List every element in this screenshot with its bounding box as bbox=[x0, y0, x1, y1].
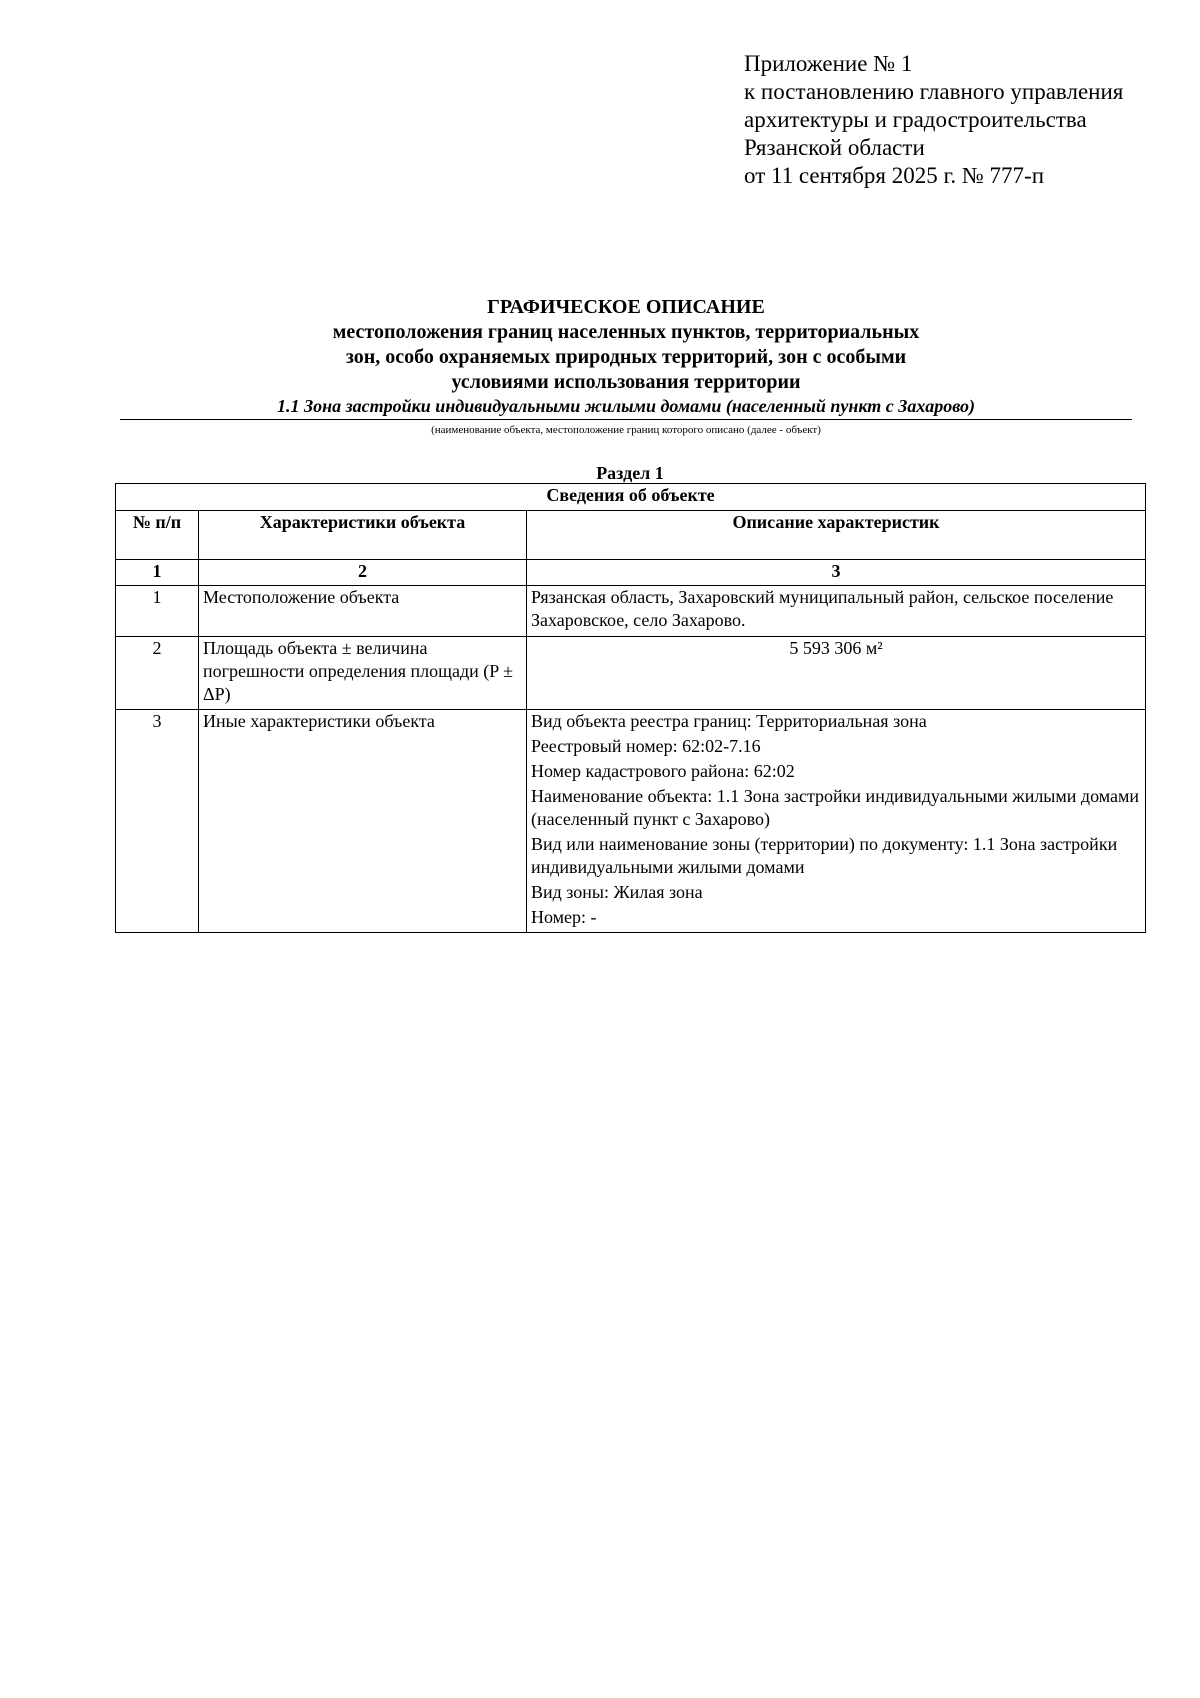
object-name: 1.1 Зона застройки индивидуальными жилыми домами (населенный пункт с Захарово) bbox=[120, 395, 1132, 420]
description-line: Номер кадастрового района: 62:02 bbox=[531, 761, 795, 781]
row-characteristic: Местоположение объекта bbox=[199, 586, 527, 637]
table-caption: Сведения об объекте bbox=[116, 484, 1146, 511]
document-subtitle-line: условиями использования территории bbox=[451, 371, 801, 393]
appendix-line: от 11 сентября 2025 г. № 777-п bbox=[744, 163, 1045, 188]
table-header-row bbox=[116, 511, 1146, 560]
document-title: ГРАФИЧЕСКОЕ ОПИСАНИЕ bbox=[487, 296, 765, 318]
appendix-block bbox=[744, 50, 1123, 190]
row-characteristic: Площадь объекта ± величина погрешности определения площади (P ± ΔP) bbox=[199, 637, 527, 710]
row-description bbox=[527, 710, 1146, 933]
row-number: 2 bbox=[116, 637, 199, 710]
section-title: Раздел 1 bbox=[596, 463, 664, 483]
appendix-line: архитектуры и градостроительства bbox=[744, 107, 1087, 132]
table-row bbox=[116, 637, 1146, 710]
description-line: Реестровый номер: 62:02-7.16 bbox=[531, 736, 761, 756]
description-line: Вид объекта реестра границ: Территориальная зона bbox=[531, 711, 927, 731]
appendix-line: к постановлению главного управления bbox=[744, 79, 1124, 104]
title-block bbox=[120, 295, 1132, 438]
description-line: Наименование объекта: 1.1 Зона застройки индивидуальными жилыми домами (населенный пункт с Захарово) bbox=[531, 786, 1140, 829]
row-characteristic: Иные характеристики объекта bbox=[199, 710, 527, 933]
column-header-characteristic: Характеристики объекта bbox=[199, 511, 527, 560]
object-info-table bbox=[115, 483, 1146, 933]
document-subtitle-line: местоположения границ населенных пунктов, территориальных bbox=[332, 321, 920, 343]
table-row bbox=[116, 710, 1146, 933]
row-number: 3 bbox=[116, 710, 199, 933]
column-number: 1 bbox=[116, 560, 199, 586]
description-line: Вид или наименование зоны (территории) по документу: 1.1 Зона застройки индивидуальными жилыми домами bbox=[531, 834, 1118, 877]
description-line: Номер: - bbox=[531, 907, 597, 927]
table-caption-row bbox=[116, 484, 1146, 511]
column-header-number: № п/п bbox=[116, 511, 199, 560]
column-number-row bbox=[116, 560, 1146, 586]
description-line: Вид зоны: Жилая зона bbox=[531, 882, 703, 902]
column-number: 3 bbox=[527, 560, 1146, 586]
column-number: 2 bbox=[199, 560, 527, 586]
appendix-line: Приложение № 1 bbox=[744, 51, 913, 76]
column-header-description: Описание характеристик bbox=[527, 511, 1146, 560]
document-subtitle-line: зон, особо охраняемых природных территорий, зон с особыми bbox=[345, 346, 907, 368]
row-description: 5 593 306 м² bbox=[527, 637, 1146, 710]
row-description: Рязанская область, Захаровский муниципальный район, сельское поселение Захаровское, село Захарово. bbox=[527, 586, 1146, 637]
object-caption: (наименование объекта, местоположение границ которого описано (далее - объект) bbox=[431, 424, 821, 436]
row-number: 1 bbox=[116, 586, 199, 637]
appendix-line: Рязанской области bbox=[744, 135, 925, 160]
table-row bbox=[116, 586, 1146, 637]
